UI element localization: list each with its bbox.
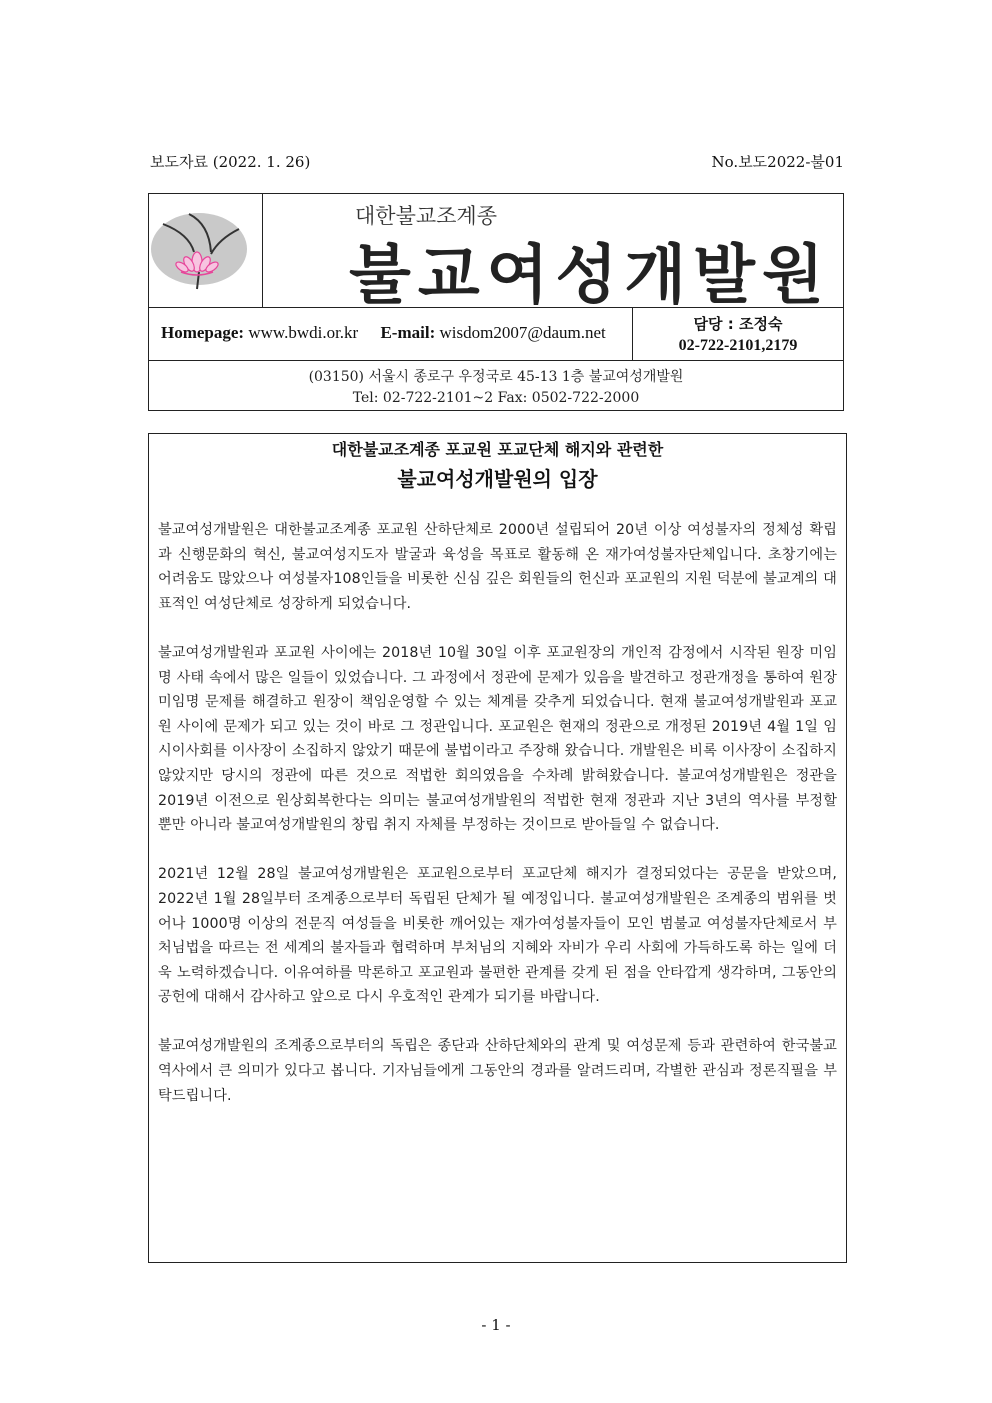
statement-heading-line2: 불교여성개발원의 입장 bbox=[397, 467, 598, 491]
contact-info bbox=[161, 323, 606, 343]
email-link[interactable]: wisdom2007@daum.net bbox=[439, 323, 606, 342]
lotus-logo-icon bbox=[149, 194, 262, 307]
paragraph: 불교여성개발원의 조계종으로부터의 독립은 종단과 산하단체와의 관계 및 여성문제 등과 관련하여 한국불교역사에서 큰 의미가 있다고 봅니다. 기자님들에게 그동안의 경과를 알려드리며, 각별한 관심과 정론직필을 부탁드립니다. bbox=[158, 1038, 837, 1104]
press-release-date: 보도자료 (2022. 1. 26) bbox=[150, 153, 311, 171]
address-row bbox=[149, 359, 843, 410]
document-number: No.보도2022-불01 bbox=[711, 153, 844, 171]
paragraph: 불교여성개발원은 대한불교조계종 포교원 산하단체로 2000년 설립되어 20년 이상 여성불자의 정체성 확립과 신행문화의 혁신, 불교여성지도자 발굴과 육성을 목표로 활동해 온 재가여성불자단체입니다. 초창기에는 어려움도 많았으나 여성불자108인들을 비롯한 신심 깊은 회원들의 헌신과 포교원의 지원 덕분에 불교계의 대표적인 여성단체로 성장하게 되었습니다. bbox=[158, 522, 837, 612]
paragraph: 2021년 12월 28일 불교여성개발원은 포교원으로부터 포교단체 해지가 결정되었다는 공문을 받았으며, 2022년 1월 28일부터 조계종으로부터 독립된 단체가 될 예정입니다. 불교여성개발원은 조계종의 범위를 벗어나 1000명 이상의 전문직 여성들을 비롯한 깨어있는 재가여성불자들이 모인 범불교 여성불자단체로서 부처님법을 따르는 전 세계의 불자들과 협력하며 부처님의 지혜와 자비가 우리 사회에 가득하도록 하는 일에 더욱 노력하겠습니다. 이유여하를 막론하고 포교원과 불편한 관계를 갖게 된 점을 안타깝게 생각하며, 그동안의 공헌에 대해서 감사하고 앞으로 다시 우호적인 관계가 되기를 바랍니다. bbox=[158, 866, 837, 1006]
staff-cell bbox=[632, 308, 843, 360]
staff-contact: 담당 : 조정숙 bbox=[693, 315, 783, 333]
organization-name: 불교여성개발원 bbox=[349, 239, 831, 313]
tel-fax: Tel: 02-722-2101~2 Fax: 0502-722-2000 bbox=[352, 390, 640, 406]
organization-parent: 대한불교조계종 bbox=[355, 204, 498, 228]
logo-cell bbox=[149, 194, 263, 307]
homepage-link[interactable]: www.bwdi.or.kr bbox=[248, 323, 359, 342]
page-number: - 1 - bbox=[481, 1316, 511, 1334]
statement-body bbox=[158, 518, 837, 1133]
brand-cell bbox=[263, 194, 843, 313]
statement-box bbox=[148, 433, 847, 1263]
document-meta bbox=[150, 151, 844, 171]
email-label: E-mail: bbox=[380, 323, 436, 342]
staff-phone: 02-722-2101,2179 bbox=[678, 337, 798, 354]
homepage-label: Homepage: bbox=[161, 323, 245, 342]
letterhead bbox=[148, 193, 844, 411]
address: (03150) 서울시 종로구 우정국로 45-13 1층 불교여성개발원 bbox=[308, 369, 684, 385]
contact-row bbox=[149, 307, 843, 361]
paragraph: 불교여성개발원과 포교원 사이에는 2018년 10월 30일 이후 포교원장의 개인적 감정에서 시작된 원장 미임명 사태 속에서 많은 일들이 있었습니다. 그 과정에서 정관에 문제가 있음을 발견하고 정관개정을 통하여 원장 미임명 문제를 해결하고 원장이 책임운영할 수 있는 체계를 갖추게 되었습니다. 현재 불교여성개발원과 포교원 사이에 문제가 되고 있는 것이 바로 그 정관입니다. 포교원은 현재의 정관으로 개정된 2019년 4월 1일 임시이사회를 이사장이 소집하지 않았기 때문에 불법이라고 주장해 왔습니다. 개발원은 비록 이사장이 소집하지 않았지만 당시의 정관에 따른 것으로 적법한 회의였음을 수차례 밝혀왔습니다. 불교여성개발원은 정관을 2019년 이전으로 원상회복한다는 의미는 불교여성개발원의 적법한 현재 정관과 지난 3년의 역사를 부정할 뿐만 아니라 불교여성개발원의 창립 취지 자체를 부정하는 것이므로 받아들일 수 없습니다. bbox=[158, 644, 837, 834]
statement-heading-line1: 대한불교조계종 포교원 포교단체 해지와 관련한 bbox=[331, 440, 664, 459]
